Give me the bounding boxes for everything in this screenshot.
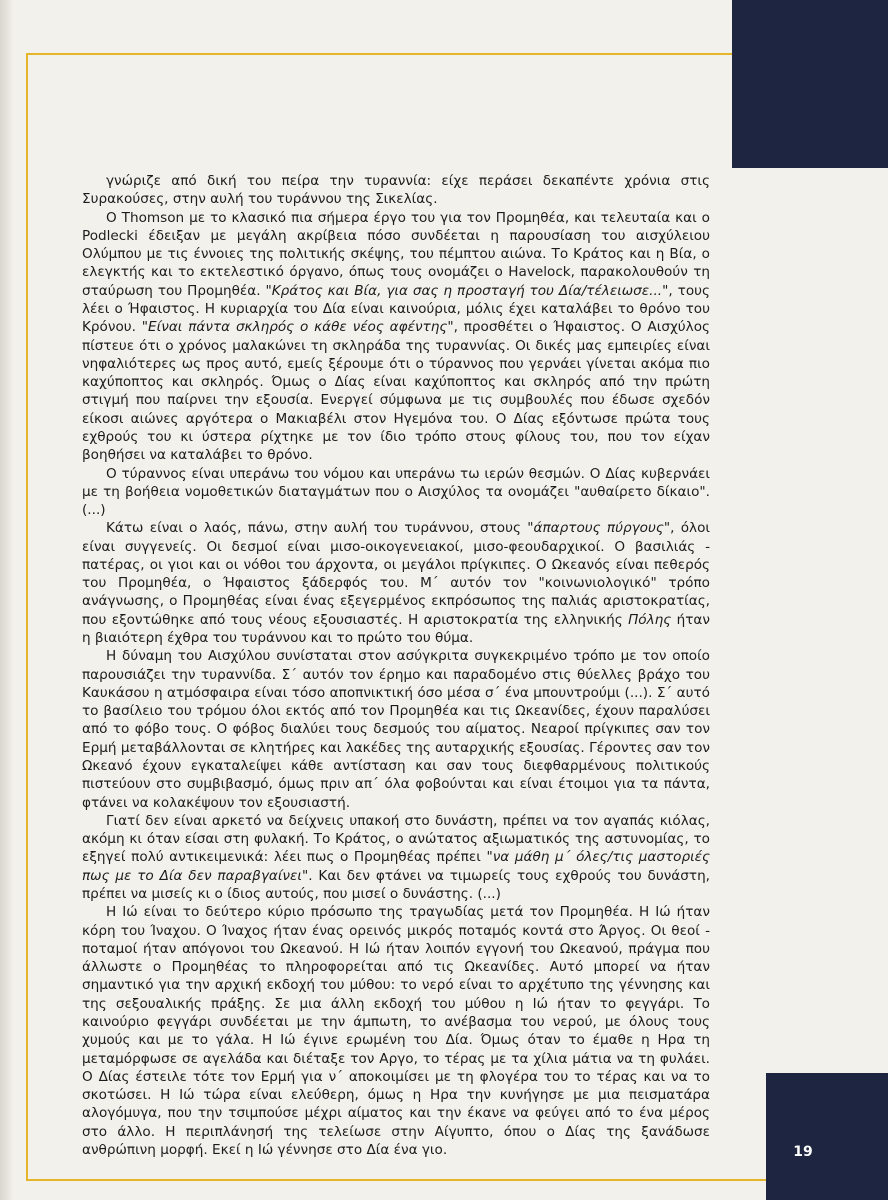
corner-block-top (732, 0, 888, 168)
paragraph-p7 (82, 903, 710, 1159)
italic-quote: "Κράτος και Βία, για σας η προσταγή του Δία/τέλειωσε..." (265, 282, 669, 299)
text-run: , όλοι είναι συγγενείς. Οι δεσμοί είναι μισο-οικογενειακοί, μισο-φεουδαρχικοί. Ο βασιλιάς - πατέρας, οι γιοι και οι νόθοι του άρχοντα, οι μεγάλοι πρίγκιπες. Ο Ωκεανός είναι πεθερός του Προμηθέα, ο Ήφαιστος ξάδερφός του. Μ΄ αυτόν τον "κοινωνιολογικό" τρόπο ανάγνωσης, ο Προμηθέας είναι ένας εξεγερμένος εκπρόσωπος της παλιάς αριστοκρατίας, που εξοντώθηκε από τους νέους εξουσιαστές. Η αριστοκρατία της ελληνικής (82, 520, 710, 628)
text-run: Ο τύραννος είναι υπεράνω του νόμου και υπεράνω τω ιερών θεσμών. Ο Δίας κυβερνάει με τη βοήθεια νομοθετικών διαταγμάτων που ο Αισχύλος τα ονομάζει "αυθαίρετο δίκαιο". (...) (82, 465, 710, 519)
frame-line-bottom (26, 1179, 766, 1181)
text-run: , τους λέει ο Ήφαιστος. Η κυριαρχία του Δία είναι καινούρια, μόλις έχει καταλάβει το θρόνο του Κρόνου. (82, 282, 710, 336)
frame-line-top (26, 53, 732, 55)
text-run: , προσθέτει ο Ήφαιστος. Ο Αισχύλος πίστευε ότι ο χρόνος μαλακώνει τη σκληράδα της τυραννίας. Οι δικές μας εμπειρίες είναι νηφαλιότερες ως προς αυτό, εμείς ξέρουμε ότι ο τύραννος που γερνάει γίνεται ακόμα πιο καχύποπτος και σκληρός. Όμως ο Δίας είναι καχύποπτος και σκληρός από την πρώτη στιγμή που παίρνει την εξουσία. Ενεργεί σύμφωνα με τις συμβουλές που έδωσε σχεδόν είκοσι αιώνες αργότερα ο Μακιαβέλι στον Ηγεμόνα του. Ο Δίας εξόντωσε πρώτα τους εχθρούς του κι ύστερα ρίχτηκε με τον ίδιο τρόπο στους φίλους του, που τον είχαν βοηθήσει να καταλάβει το θρόνο. (82, 319, 711, 464)
italic-quote: "Είναι πάντα σκληρός ο κάθε νέος αφέντης" (141, 319, 454, 336)
text-run: γνώριζε από δική του πείρα την τυραννία: είχε περάσει δεκαπέντε χρόνια στις Συρακούσες, στην αυλή του τυράννου της Σικελίας. (82, 173, 710, 208)
frame-line-left (26, 53, 28, 1181)
paragraph-p2 (82, 209, 710, 465)
page-gutter-shadow (0, 0, 14, 1200)
text-run: Η Ιώ είναι το δεύτερο κύριο πρόσωπο της τραγωδίας μετά τον Προμηθέα. Η Ιώ ήταν κόρη του Ίναχου. Ο Ίναχος ήταν ένας ορεινός μικρός ποταμός κοντά στο Άργος. Οι θεοί - ποταμοί ήταν απόγονοι του Ωκεανού. Η Ιώ ήταν λοιπόν εγγονή του Ωκεανού, πράγμα που άλλωστε ο Προμηθέας το πληροφορείται από τις Ωκεανίδες. Αυτό μπορεί να ήταν σημαντικό για την αρχική εκδοχή του μύθου: το νερό είναι το αρχέτυπο της γέννησης και της σεξουαλικής πράξης. Σε μια άλλη εκδοχή του μύθου η Ιώ ήταν το φεγγάρι. Το καινούριο φεγγάρι συνδέεται με την άμπωτη, το ανέβασμα του νερού, με όλους τους χυμούς και με το γάλα. Η Ιώ έγινε ερωμένη του Δία. Όμως όταν το έμαθε η Ηρα τη μεταμόρφωσε σε αγελάδα και διέταξε τον Αργο, το τέρας με τα χίλια μάτια να τη φυλάει. Ο Δίας έστειλε τότε τον Ερμή για ν΄ αποκοιμίσει με τη φλογέρα του το τέρας και να το σκοτώσει. Η Ιώ τώρα είναι ελεύθερη, όμως η Ηρα την κυνήγησε με μια πεισματάρα αλογόμυγα, που την τσιμπούσε μέχρι αίματος και την έκανε να φεύγει από το ένα μέρος στο άλλο. Η περιπλάνησή της τελείωσε στην Αίγυπτο, όπου ο Δίας της ξανάδωσε ανθρώπινη μορφή. Εκεί η Ιώ γέννησε στο Δία ένα γιο. (82, 904, 710, 1158)
paragraph-p5 (82, 647, 710, 812)
body-text (82, 172, 710, 1159)
text-run: Κάτω είναι ο λαός, πάνω, στην αυλή του τυράννου, στους (106, 520, 528, 537)
paragraph-p6 (82, 812, 710, 903)
paragraph-p3 (82, 465, 710, 520)
italic-quote: "άπαρτους πύργους" (527, 520, 671, 537)
paragraph-p4 (82, 519, 710, 647)
page-number: 19 (793, 1144, 813, 1160)
text-run: Η δύναμη του Αισχύλου συνίσταται στον ασύγκριτα συγκεκριμένο τρόπο με τον οποίο παρουσιάζει την τυραννίδα. Σ΄ αυτόν τον έρημο και παραδομένο στις θύελλες βράχο του Καυκάσου η ατμόσφαιρα είναι τόσο αποπνικτική όσο μέσα σ΄ ένα μπουντρούμι (...). Σ΄ αυτό το βασίλειο του τρόμου όλοι εκτός από τον Προμηθέα και τις Ωκεανίδες, έχουν παραλύσει από το φόβο τους. Ο φόβος διαλύει τους δεσμούς του αίματος. Νεαροί πρίγκιπες σαν τον Ερμή μεταβάλλονται σε κλητήρες και λακέδες της αυταρχικής εξουσίας. Γέροντες σαν τον Ωκεανό έχουν εγκαταλείψει κάθε αντίσταση και σαν τους διεφθαρμένους πολιτικούς πιστεύουν στο συμβιβασμό, όμως πριν απ΄ όλα φοβούνται και είναι έτοιμοι για τα πάντα, φτάνει να κολακέψουν τον εξουσιαστή. (82, 648, 710, 811)
corner-block-bottom (766, 1073, 888, 1200)
paragraph-p1 (82, 172, 710, 209)
italic-quote: Πόλης (628, 611, 672, 628)
text-run: Ο Thomson με το κλασικό πια σήμερα έργο του για τον Προμηθέα, και τελευταία και ο Podlecki έδειξαν με μεγάλη ακρίβεια πόσο συνδέεται η παρουσίαση του αισχύλειου Ολύμπου με τις έννοιες της πολιτικής σκέψης, του πέμπτου αιώνα. Το Κράτος και η Βία, ο ελεγκτής και το εκτελεστικό όργανο, όπως τους ονομάζει ο Havelock, παρακολουθούν τη σταύρωση του Προμηθέα. (82, 209, 710, 299)
text-run: . Και δεν φτάνει να τιμωρείς τους εχθρούς του δυνάστη, πρέπει να μισείς κι ο ίδιος αυτούς, που μισεί ο δυνάστης. (...) (82, 867, 711, 902)
italic-quote: "να μάθη μ΄ όλες/τις μαστοριές πως με το Δία δεν παραβγαίνει" (82, 849, 710, 884)
text-run: ήταν η βιαιότερη έχθρα του τυράννου και το πρώτο του θύμα. (82, 611, 710, 647)
text-run: Γιατί δεν είναι αρκετό να δείχνεις υπακοή στο δυνάστη, πρέπει να τον αγαπάς κιόλας, ακόμη κι όταν είσαι στη φυλακή. Το Κράτος, ο ανώτατος αξιωματικός της αστυνομίας, το εξηγεί πολύ αντικειμενικά: λέει πως ο Προμηθέας πρέπει (82, 812, 710, 866)
